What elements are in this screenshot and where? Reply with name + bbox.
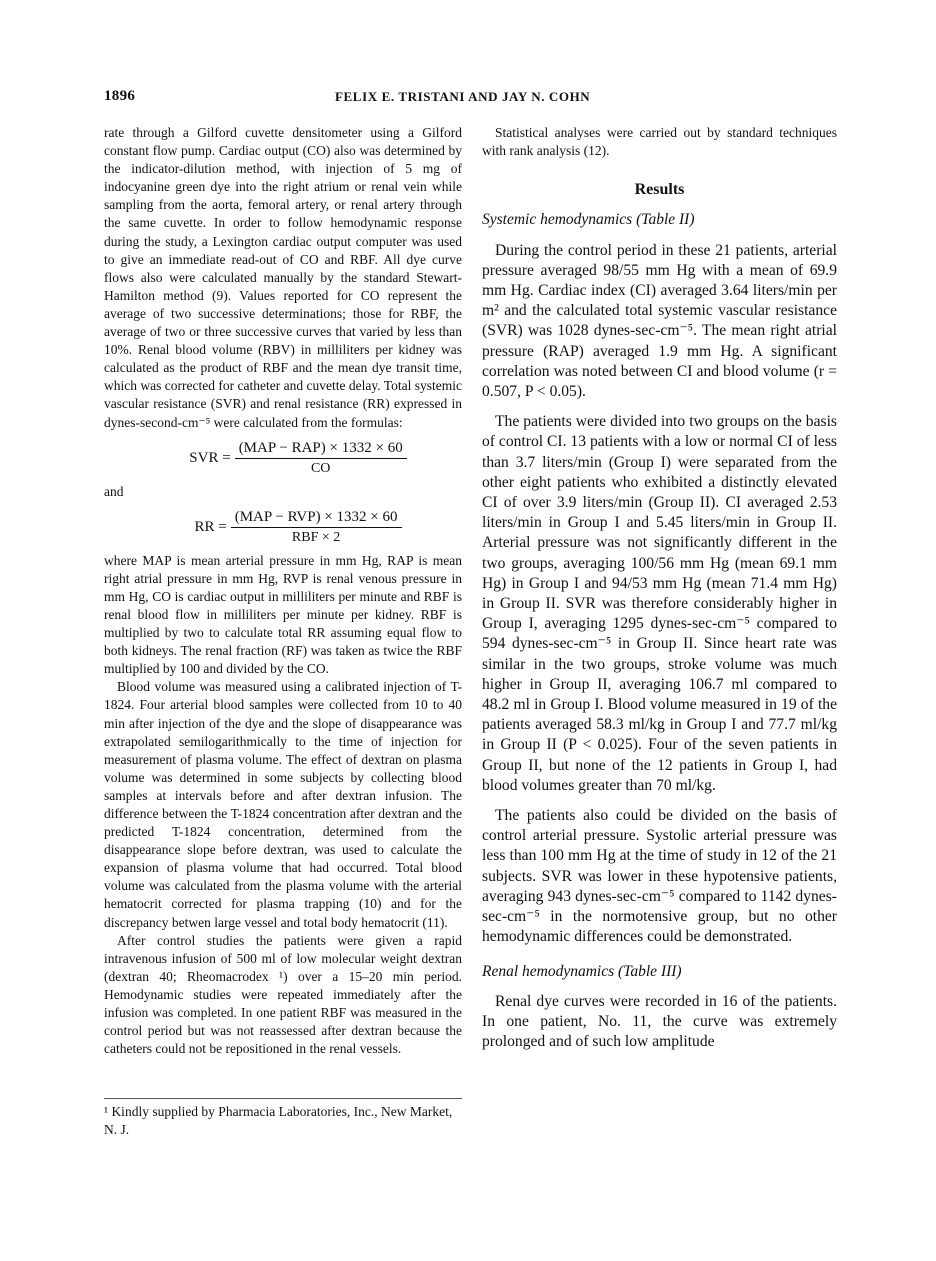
footnote-mark: ¹ — [104, 1104, 109, 1119]
footnote-text: Kindly supplied by Pharmacia Laboratories, Inc., New Market, N. J. — [104, 1104, 453, 1137]
running-head: FELIX E. TRISTANI AND JAY N. COHN — [335, 89, 591, 104]
renal-dye-curves-paragraph: Renal dye curves were recorded in 16 of the patients. In one patient, No. 11, the curve was extremely prolonged and of such low amplitude — [482, 992, 837, 1051]
rr-denominator: RBF × 2 — [291, 529, 341, 545]
svr-formula — [134, 440, 462, 477]
blood-volume-paragraph: Blood volume was measured using a calibrated injection of T-1824. Four arterial blood samples were collected from 10 to 40 min after injection of the dye and the slope of disappearance was extrapolated semilogarithmically to the time of injection for measurement of plasma volume. The effect of dextran on plasma volume was determined in some subjects by collecting blood samples at intervals before and after dextran infusion. The difference between the T-1824 concentration after dextran and the predicted T-1824 concentration, determined from the disappearance slope before dextran, was used to calculate the expansion of plasma volume that had occurred. Total blood volume was calculated from the plasma volume with the arterial hematocrit corrected for plasma trapping (10) and for the discrepancy betwen large vessel and total body hematocrit (11). — [104, 679, 462, 930]
svr-numerator: (MAP − RAP) × 1332 × 60 — [235, 440, 407, 459]
rr-formula — [134, 509, 462, 546]
arterial-pressure-paragraph: The patients also could be divided on the basis of control arterial pressure. Systolic arterial pressure was less than 100 mm Hg at the time of study in 12 of the 21 subjects. SVR was lower in these hypotensive patients, averaging 943 dynes-sec-cm⁻⁵ compared to 1142 dynes-sec-cm⁻⁵ in the normotensive group, but no other hemodynamic differences could be demonstrated. — [482, 807, 837, 946]
methods-paragraph-co: rate through a Gilford cuvette densitometer using a Gilford constant flow pump. Cardiac output (CO) also was determined by the indicator-dilution method, with injection of 5 mg of indocyanine green dye into the right atrium or renal vein while sampling from the aorta, femoral artery, or renal artery through the same cuvette. In order to follow hemodynamic response during the study, a Lexington cardiac output computer was used to give an immediate read-out of CO and RBF. All dye curve flows also were calculated manually by the standard Stewart-Hamilton method (9). Values reported for CO represent the average of two successive determinations; those for RBF, the average of two or three successive curves that varied by less than 10%. Renal blood volume (RBV) in milliliters per kidney was calculated as the product of RBF and the mean dye transit time, which was corrected for catheter and cuvette delay. Total systemic vascular resistance (SVR) and renal resistance (RR) expressed in dynes-second-cm⁻⁵ were calculated from the formulas: — [104, 125, 462, 430]
groups-paragraph: The patients were divided into two groups on the basis of control CI. 13 patients with a low or normal CI of less than 3.7 liters/min (Group I) were separated from the other eight patients who exhibited a distinctly elevated CI of over 3.9 liters/min (Group II). CI averaged 2.53 liters/min in Group I and 5.45 liters/min in Group II. Arterial pressure was not significantly different in the two groups, averaging 100/56 mm Hg (mean 69.1 mm Hg) in Group I and 94/53 mm Hg (mean 71.4 mm Hg) in Group II. SVR was therefore considerably higher in Group I, averaging 1295 dynes-sec-cm⁻⁵ compared to 594 dynes-sec-cm⁻⁵ in Group II. Since heart rate was similar in the two groups, stroke volume was much higher in Group II, averaging 106.7 ml compared to 48.2 ml in Group I. Blood volume measured in 19 of the patients averaged 58.3 ml/kg in Group I and 77.7 ml/kg in Group II (P < 0.025). Four of the seven patients in Group II, but none of the 12 patients in Group I, had blood volumes greater than 70 ml/kg. — [482, 413, 837, 794]
renal-hemodynamics-heading: Renal hemodynamics (Table III) — [482, 962, 682, 980]
page-number: 1896 — [104, 88, 136, 104]
rr-fraction — [231, 509, 402, 546]
rr-numerator: (MAP − RVP) × 1332 × 60 — [231, 509, 402, 528]
svr-formula-lhs: SVR = — [189, 450, 231, 467]
systemic-hemodynamics-heading: Systemic hemodynamics (Table II) — [482, 211, 695, 229]
right-column — [482, 124, 837, 1062]
svr-fraction — [235, 440, 407, 477]
dextran-infusion-paragraph: After control studies the patients were given a rapid intravenous infusion of 500 ml of low molecular weight dextran (dextran 40; Rheomacrodex ¹) over a 15–20 min period. Hemodynamic studies were repeated immediately after the infusion was completed. In one patient RBF was measured in the control period but was not reassessed after dextran because the catheters could not be repositioned in the renal vessels. — [104, 932, 462, 1057]
statistics-paragraph: Statistical analyses were carried out by standard techniques with rank analysis (12). — [482, 125, 837, 159]
rr-formula-lhs: RR = — [194, 519, 227, 536]
and-connector: and — [104, 483, 124, 499]
formula-definitions-paragraph: where MAP is mean arterial pressure in mm Hg, RAP is mean right atrial pressure in mm Hg, RVP is renal venous pressure in mm Hg, CO is cardiac output in milliliters per minute and RBF is renal blood flow in milliliters per minute per kidney. RBF is multiplied by two to calculate total RR assuming equal flow to both kidneys. The renal fraction (RF) was taken as twice the RBF multiplied by 100 and divided by the CO. — [104, 552, 462, 677]
results-heading: Results — [634, 181, 685, 199]
left-column — [104, 124, 462, 1058]
footnote — [104, 1098, 462, 1139]
control-period-paragraph: During the control period in these 21 patients, arterial pressure averaged 98/55 mm Hg with a mean of 69.9 mm Hg. Cardiac index (CI) averaged 3.64 liters/min per m² and the calculated total systemic vascular resistance (SVR) was 1028 dynes-sec-cm⁻⁵. The mean right atrial pressure (RAP) averaged 1.9 mm Hg. A significant correlation was noted between CI and blood volume (r = 0.507, P < 0.05). — [482, 241, 837, 401]
svr-denominator: CO — [310, 460, 331, 476]
